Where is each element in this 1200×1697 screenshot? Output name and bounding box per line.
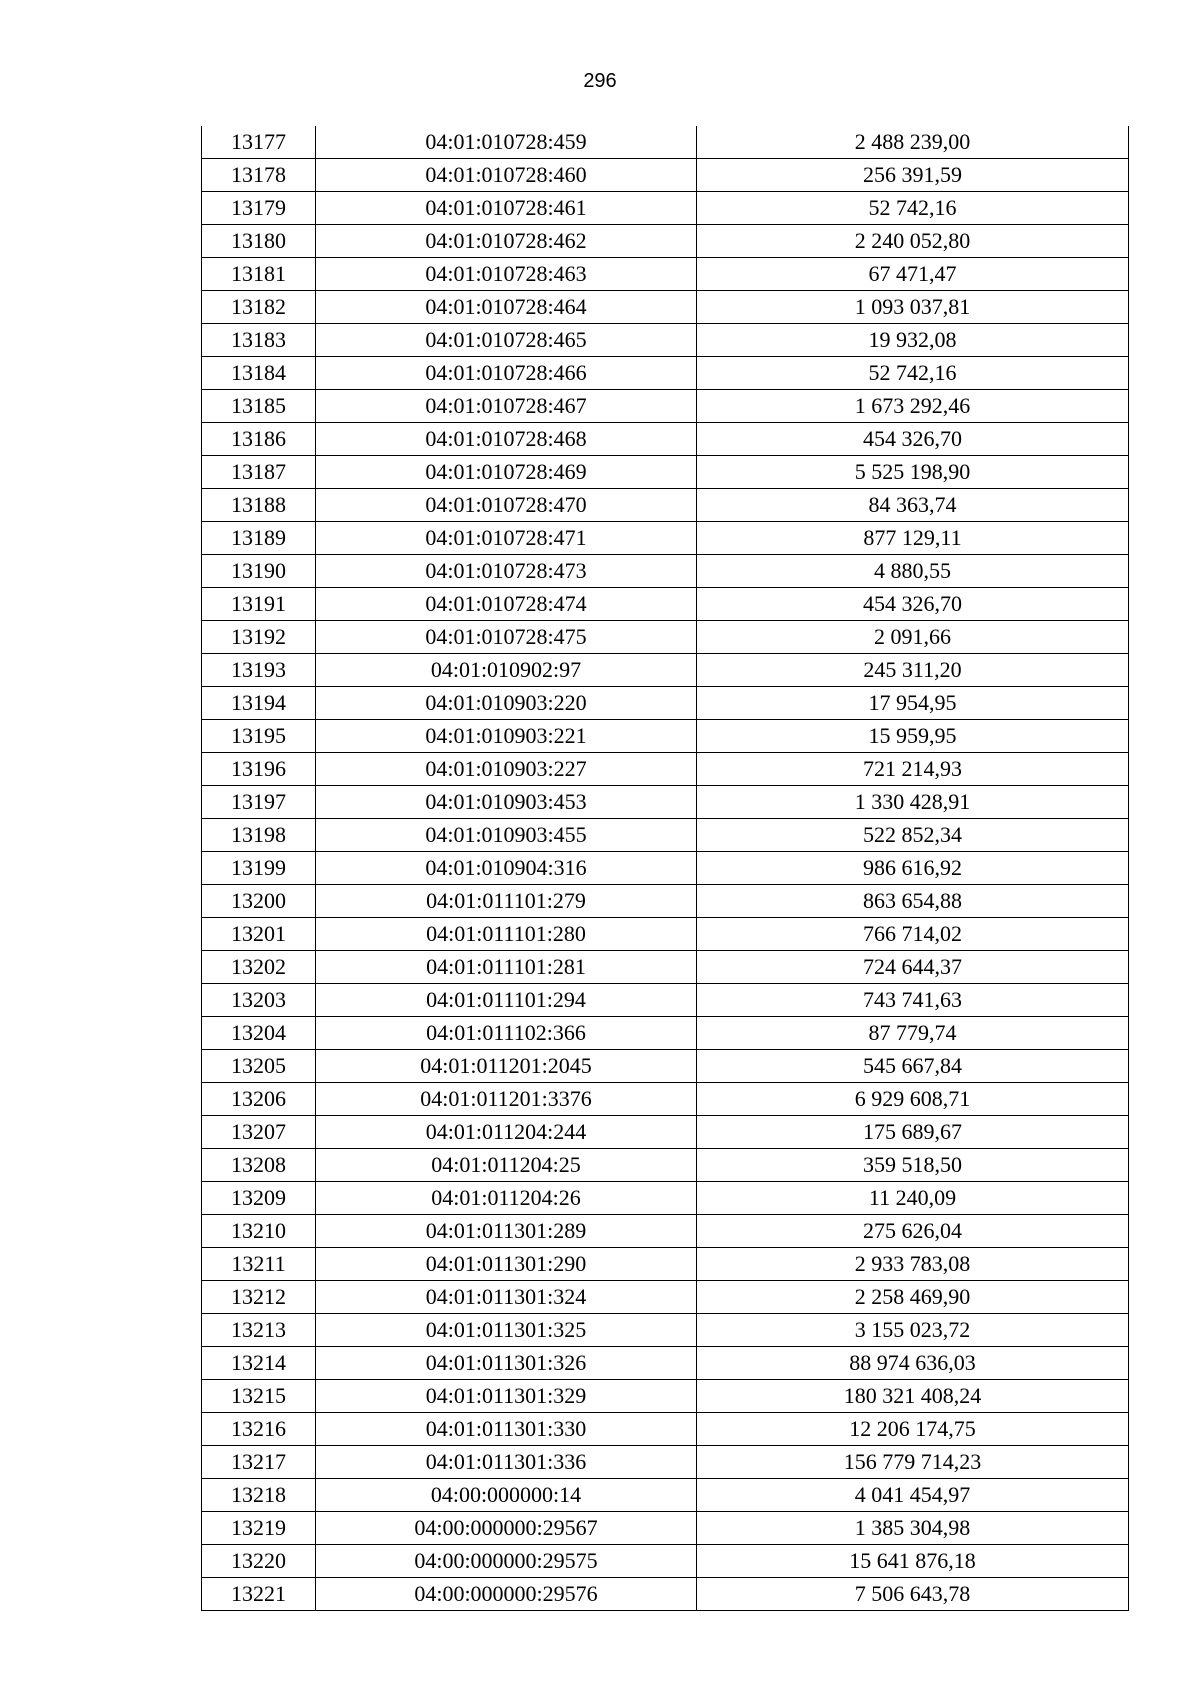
value-cell: 6 929 608,71 <box>697 1083 1129 1116</box>
value-cell: 545 667,84 <box>697 1050 1129 1083</box>
table-row <box>202 522 1129 555</box>
value-cell: 454 326,70 <box>697 588 1129 621</box>
value-cell: 156 779 714,23 <box>697 1446 1129 1479</box>
row-number-cell: 13177 <box>202 126 316 159</box>
row-number-cell: 13196 <box>202 753 316 786</box>
cadastral-number-cell: 04:01:010728:461 <box>316 192 697 225</box>
table-row <box>202 1512 1129 1545</box>
value-cell: 2 488 239,00 <box>697 126 1129 159</box>
table-row <box>202 1578 1129 1611</box>
cadastral-number-cell: 04:01:011101:279 <box>316 885 697 918</box>
cadastral-number-cell: 04:01:010903:221 <box>316 720 697 753</box>
row-number-cell: 13192 <box>202 621 316 654</box>
value-cell: 12 206 174,75 <box>697 1413 1129 1446</box>
table-row <box>202 1479 1129 1512</box>
table-row <box>202 588 1129 621</box>
cadastral-number-cell: 04:01:011201:2045 <box>316 1050 697 1083</box>
cadastral-number-cell: 04:01:010728:465 <box>316 324 697 357</box>
row-number-cell: 13209 <box>202 1182 316 1215</box>
row-number-cell: 13211 <box>202 1248 316 1281</box>
row-number-cell: 13178 <box>202 159 316 192</box>
row-number-cell: 13188 <box>202 489 316 522</box>
cadastral-number-cell: 04:01:011204:244 <box>316 1116 697 1149</box>
row-number-cell: 13187 <box>202 456 316 489</box>
row-number-cell: 13186 <box>202 423 316 456</box>
cadastral-number-cell: 04:01:010903:453 <box>316 786 697 819</box>
row-number-cell: 13208 <box>202 1149 316 1182</box>
row-number-cell: 13203 <box>202 984 316 1017</box>
row-number-cell: 13206 <box>202 1083 316 1116</box>
row-number-cell: 13207 <box>202 1116 316 1149</box>
cadastral-number-cell: 04:01:011101:294 <box>316 984 697 1017</box>
row-number-cell: 13183 <box>202 324 316 357</box>
cadastral-number-cell: 04:01:010728:459 <box>316 126 697 159</box>
row-number-cell: 13198 <box>202 819 316 852</box>
table-row <box>202 918 1129 951</box>
table-row <box>202 1545 1129 1578</box>
table-row <box>202 1347 1129 1380</box>
cadastral-number-cell: 04:01:011301:329 <box>316 1380 697 1413</box>
value-cell: 5 525 198,90 <box>697 456 1129 489</box>
row-number-cell: 13201 <box>202 918 316 951</box>
row-number-cell: 13219 <box>202 1512 316 1545</box>
table-row <box>202 357 1129 390</box>
value-cell: 275 626,04 <box>697 1215 1129 1248</box>
cadastral-number-cell: 04:01:011301:290 <box>316 1248 697 1281</box>
row-number-cell: 13179 <box>202 192 316 225</box>
cadastral-number-cell: 04:01:010728:475 <box>316 621 697 654</box>
table-row <box>202 555 1129 588</box>
value-cell: 4 880,55 <box>697 555 1129 588</box>
value-cell: 88 974 636,03 <box>697 1347 1129 1380</box>
table-row <box>202 1446 1129 1479</box>
table-row <box>202 456 1129 489</box>
row-number-cell: 13195 <box>202 720 316 753</box>
value-cell: 877 129,11 <box>697 522 1129 555</box>
row-number-cell: 13220 <box>202 1545 316 1578</box>
value-cell: 1 093 037,81 <box>697 291 1129 324</box>
cadastral-number-cell: 04:01:010728:462 <box>316 225 697 258</box>
value-cell: 2 258 469,90 <box>697 1281 1129 1314</box>
row-number-cell: 13204 <box>202 1017 316 1050</box>
table-row <box>202 1116 1129 1149</box>
row-number-cell: 13199 <box>202 852 316 885</box>
value-cell: 2 091,66 <box>697 621 1129 654</box>
value-cell: 454 326,70 <box>697 423 1129 456</box>
cadastral-number-cell: 04:01:010728:466 <box>316 357 697 390</box>
row-number-cell: 13182 <box>202 291 316 324</box>
table-row <box>202 390 1129 423</box>
row-number-cell: 13217 <box>202 1446 316 1479</box>
page-number: 296 <box>583 70 617 92</box>
value-cell: 15 959,95 <box>697 720 1129 753</box>
cadastral-number-cell: 04:01:011204:25 <box>316 1149 697 1182</box>
table-row <box>202 654 1129 687</box>
value-cell: 1 673 292,46 <box>697 390 1129 423</box>
table-row <box>202 720 1129 753</box>
row-number-cell: 13185 <box>202 390 316 423</box>
row-number-cell: 13184 <box>202 357 316 390</box>
cadastral-number-cell: 04:01:010728:471 <box>316 522 697 555</box>
table-row <box>202 1248 1129 1281</box>
table-row <box>202 324 1129 357</box>
table-row <box>202 753 1129 786</box>
table-row <box>202 786 1129 819</box>
cadastral-number-cell: 04:00:000000:29576 <box>316 1578 697 1611</box>
cadastral-number-cell: 04:01:011101:280 <box>316 918 697 951</box>
table-row <box>202 1182 1129 1215</box>
data-table <box>201 126 1129 1611</box>
value-cell: 986 616,92 <box>697 852 1129 885</box>
cadastral-number-cell: 04:01:010728:470 <box>316 489 697 522</box>
value-cell: 3 155 023,72 <box>697 1314 1129 1347</box>
cadastral-number-cell: 04:01:010902:97 <box>316 654 697 687</box>
row-number-cell: 13216 <box>202 1413 316 1446</box>
row-number-cell: 13181 <box>202 258 316 291</box>
table-row <box>202 1083 1129 1116</box>
cadastral-number-cell: 04:01:010903:227 <box>316 753 697 786</box>
table-row <box>202 225 1129 258</box>
table-row <box>202 1314 1129 1347</box>
value-cell: 87 779,74 <box>697 1017 1129 1050</box>
cadastral-number-cell: 04:01:011301:289 <box>316 1215 697 1248</box>
cadastral-number-cell: 04:01:011204:26 <box>316 1182 697 1215</box>
value-cell: 359 518,50 <box>697 1149 1129 1182</box>
value-cell: 4 041 454,97 <box>697 1479 1129 1512</box>
row-number-cell: 13193 <box>202 654 316 687</box>
value-cell: 721 214,93 <box>697 753 1129 786</box>
cadastral-number-cell: 04:01:010903:455 <box>316 819 697 852</box>
row-number-cell: 13190 <box>202 555 316 588</box>
cadastral-number-cell: 04:00:000000:14 <box>316 1479 697 1512</box>
table-row <box>202 819 1129 852</box>
table-row <box>202 258 1129 291</box>
table-row <box>202 423 1129 456</box>
cadastral-number-cell: 04:01:010728:468 <box>316 423 697 456</box>
value-cell: 175 689,67 <box>697 1116 1129 1149</box>
cadastral-number-cell: 04:01:011301:336 <box>316 1446 697 1479</box>
table-row <box>202 1050 1129 1083</box>
table-row <box>202 159 1129 192</box>
row-number-cell: 13180 <box>202 225 316 258</box>
cadastral-number-cell: 04:01:010903:220 <box>316 687 697 720</box>
row-number-cell: 13218 <box>202 1479 316 1512</box>
row-number-cell: 13210 <box>202 1215 316 1248</box>
table-row <box>202 291 1129 324</box>
value-cell: 724 644,37 <box>697 951 1129 984</box>
table-row <box>202 885 1129 918</box>
table-row <box>202 984 1129 1017</box>
table-row <box>202 126 1129 159</box>
value-cell: 1 330 428,91 <box>697 786 1129 819</box>
table-row <box>202 1215 1129 1248</box>
cadastral-number-cell: 04:01:011101:281 <box>316 951 697 984</box>
value-cell: 7 506 643,78 <box>697 1578 1129 1611</box>
cadastral-number-cell: 04:01:010904:316 <box>316 852 697 885</box>
row-number-cell: 13200 <box>202 885 316 918</box>
cadastral-number-cell: 04:01:010728:460 <box>316 159 697 192</box>
cadastral-number-cell: 04:01:010728:463 <box>316 258 697 291</box>
value-cell: 52 742,16 <box>697 357 1129 390</box>
cadastral-number-cell: 04:01:010728:464 <box>316 291 697 324</box>
row-number-cell: 13197 <box>202 786 316 819</box>
value-cell: 245 311,20 <box>697 654 1129 687</box>
row-number-cell: 13212 <box>202 1281 316 1314</box>
value-cell: 2 240 052,80 <box>697 225 1129 258</box>
table-row <box>202 1413 1129 1446</box>
value-cell: 11 240,09 <box>697 1182 1129 1215</box>
table-row <box>202 1017 1129 1050</box>
value-cell: 67 471,47 <box>697 258 1129 291</box>
cadastral-number-cell: 04:01:011301:330 <box>316 1413 697 1446</box>
row-number-cell: 13202 <box>202 951 316 984</box>
value-cell: 863 654,88 <box>697 885 1129 918</box>
value-cell: 1 385 304,98 <box>697 1512 1129 1545</box>
row-number-cell: 13191 <box>202 588 316 621</box>
cadastral-number-cell: 04:01:010728:473 <box>316 555 697 588</box>
cadastral-number-cell: 04:01:010728:474 <box>316 588 697 621</box>
table-row <box>202 1149 1129 1182</box>
value-cell: 256 391,59 <box>697 159 1129 192</box>
value-cell: 15 641 876,18 <box>697 1545 1129 1578</box>
row-number-cell: 13205 <box>202 1050 316 1083</box>
row-number-cell: 13213 <box>202 1314 316 1347</box>
value-cell: 2 933 783,08 <box>697 1248 1129 1281</box>
table-row <box>202 1380 1129 1413</box>
value-cell: 766 714,02 <box>697 918 1129 951</box>
row-number-cell: 13194 <box>202 687 316 720</box>
value-cell: 17 954,95 <box>697 687 1129 720</box>
cadastral-number-cell: 04:01:011301:324 <box>316 1281 697 1314</box>
value-cell: 84 363,74 <box>697 489 1129 522</box>
value-cell: 19 932,08 <box>697 324 1129 357</box>
cadastral-number-cell: 04:00:000000:29575 <box>316 1545 697 1578</box>
cadastral-number-cell: 04:01:011301:325 <box>316 1314 697 1347</box>
value-cell: 180 321 408,24 <box>697 1380 1129 1413</box>
row-number-cell: 13214 <box>202 1347 316 1380</box>
table-row <box>202 192 1129 225</box>
value-cell: 743 741,63 <box>697 984 1129 1017</box>
cadastral-number-cell: 04:01:010728:467 <box>316 390 697 423</box>
cadastral-number-cell: 04:01:011201:3376 <box>316 1083 697 1116</box>
cadastral-number-cell: 04:00:000000:29567 <box>316 1512 697 1545</box>
row-number-cell: 13189 <box>202 522 316 555</box>
value-cell: 522 852,34 <box>697 819 1129 852</box>
table-row <box>202 951 1129 984</box>
cadastral-number-cell: 04:01:010728:469 <box>316 456 697 489</box>
cadastral-number-cell: 04:01:011102:366 <box>316 1017 697 1050</box>
table-row <box>202 621 1129 654</box>
table-body <box>202 126 1129 1611</box>
row-number-cell: 13221 <box>202 1578 316 1611</box>
value-cell: 52 742,16 <box>697 192 1129 225</box>
table-row <box>202 489 1129 522</box>
table-row <box>202 1281 1129 1314</box>
cadastral-number-cell: 04:01:011301:326 <box>316 1347 697 1380</box>
table-row <box>202 687 1129 720</box>
table-row <box>202 852 1129 885</box>
row-number-cell: 13215 <box>202 1380 316 1413</box>
